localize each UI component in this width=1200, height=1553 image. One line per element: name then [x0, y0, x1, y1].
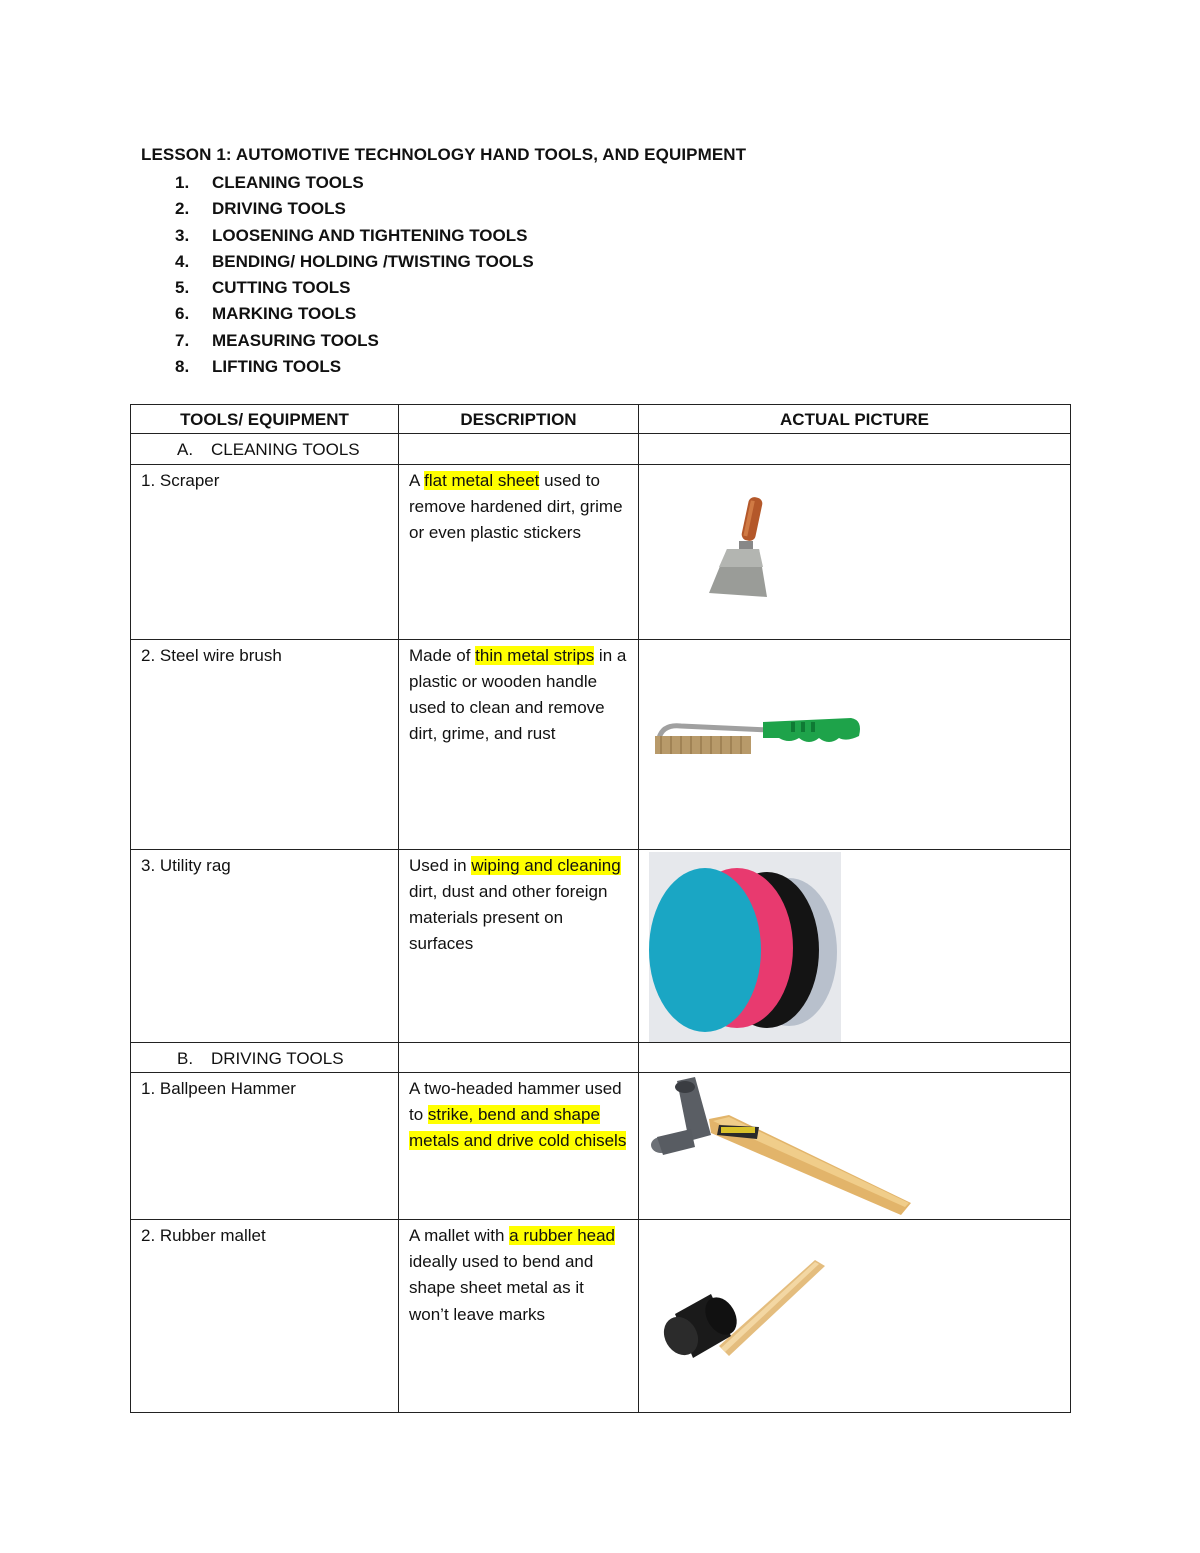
section-row-driving: [131, 1042, 1071, 1072]
topic-number: 5.: [175, 278, 190, 298]
utility-rag-icon: [649, 852, 841, 1042]
column-header-picture: ACTUAL PICTURE: [639, 405, 1071, 434]
column-header-description: DESCRIPTION: [399, 405, 639, 434]
column-header-tools: TOOLS/ EQUIPMENT: [131, 405, 399, 434]
topic-number: 3.: [175, 225, 190, 245]
lesson-title: LESSON 1: AUTOMOTIVE TECHNOLOGY HAND TOOLS, AND EQUIPMENT: [141, 145, 747, 164]
topic-item: [175, 249, 534, 275]
tool-description: Used in wiping and cleaning dirt, dust and other foreign materials present on surfaces: [399, 849, 639, 1042]
section-row-cleaning: [131, 434, 1071, 464]
topic-item: [175, 328, 534, 354]
tool-name: 3. Utility rag: [131, 849, 399, 1042]
tool-description: Made of thin metal strips in a plastic or wooden handle used to clean and remove dirt, grime, and rust: [399, 639, 639, 849]
topic-label: LIFTING TOOLS: [212, 357, 342, 377]
table-row: [131, 849, 1071, 1042]
tool-description: A flat metal sheet used to remove hardened dirt, grime or even plastic stickers: [399, 464, 639, 639]
topic-number: 1.: [175, 173, 190, 192]
section-title: DRIVING TOOLS: [211, 1048, 344, 1068]
tools-table: [130, 404, 1071, 1413]
section-letter: A.: [177, 440, 194, 460]
topic-label: MEASURING TOOLS: [212, 330, 379, 350]
topic-label: DRIVING TOOLS: [212, 199, 346, 219]
highlighted-text: thin metal strips: [475, 645, 595, 665]
ballpeen-hammer-icon: [649, 1075, 913, 1217]
wire-brush-icon: [651, 714, 863, 764]
topic-list: [175, 170, 534, 380]
tool-name: 1. Ballpeen Hammer: [131, 1072, 399, 1219]
section-title: CLEANING TOOLS: [211, 440, 360, 460]
table-row: [131, 1219, 1071, 1412]
scraper-icon: [705, 497, 775, 599]
tool-description: A two-headed hammer used to strike, bend and shape metals and drive cold chisels: [399, 1072, 639, 1219]
table-header-row: [131, 405, 1071, 434]
topic-item: [175, 301, 534, 327]
rubber-mallet-icon: [659, 1254, 831, 1384]
tool-picture-cell: [639, 1219, 1071, 1412]
table-row: [131, 464, 1071, 639]
topic-item: [175, 196, 534, 222]
section-letter: B.: [177, 1048, 194, 1068]
topic-item: [175, 170, 534, 196]
tool-picture-cell: [639, 464, 1071, 639]
topic-number: 8.: [175, 357, 190, 377]
table-row: [131, 639, 1071, 849]
topic-item: [175, 354, 534, 380]
tool-name: 2. Steel wire brush: [131, 639, 399, 849]
topic-number: 6.: [175, 304, 190, 324]
tool-picture-cell: [639, 639, 1071, 849]
topic-item: [175, 275, 534, 301]
tool-picture-cell: [639, 849, 1071, 1042]
topic-number: 7.: [175, 330, 190, 350]
topic-label: LOOSENING AND TIGHTENING TOOLS: [212, 225, 528, 245]
tool-name: 1. Scraper: [131, 464, 399, 639]
table-row: [131, 1072, 1071, 1219]
topic-item: [175, 223, 534, 249]
tool-picture-cell: [639, 1072, 1071, 1219]
highlighted-text: wiping and cleaning: [471, 855, 621, 875]
topic-label: MARKING TOOLS: [212, 304, 357, 324]
tool-description: A mallet with a rubber head ideally used to bend and shape sheet metal as it won’t leave marks: [399, 1219, 639, 1412]
topic-number: 4.: [175, 251, 190, 271]
topic-label: BENDING/ HOLDING /TWISTING TOOLS: [212, 251, 534, 271]
highlighted-text: a rubber head: [509, 1225, 616, 1245]
topic-label: CLEANING TOOLS: [212, 173, 364, 192]
highlighted-text: flat metal sheet: [424, 470, 540, 490]
highlighted-text: strike, bend and shape metals and drive cold chisels: [409, 1105, 627, 1151]
topic-number: 2.: [175, 199, 190, 219]
tool-name: 2. Rubber mallet: [131, 1219, 399, 1412]
topic-label: CUTTING TOOLS: [212, 278, 351, 298]
